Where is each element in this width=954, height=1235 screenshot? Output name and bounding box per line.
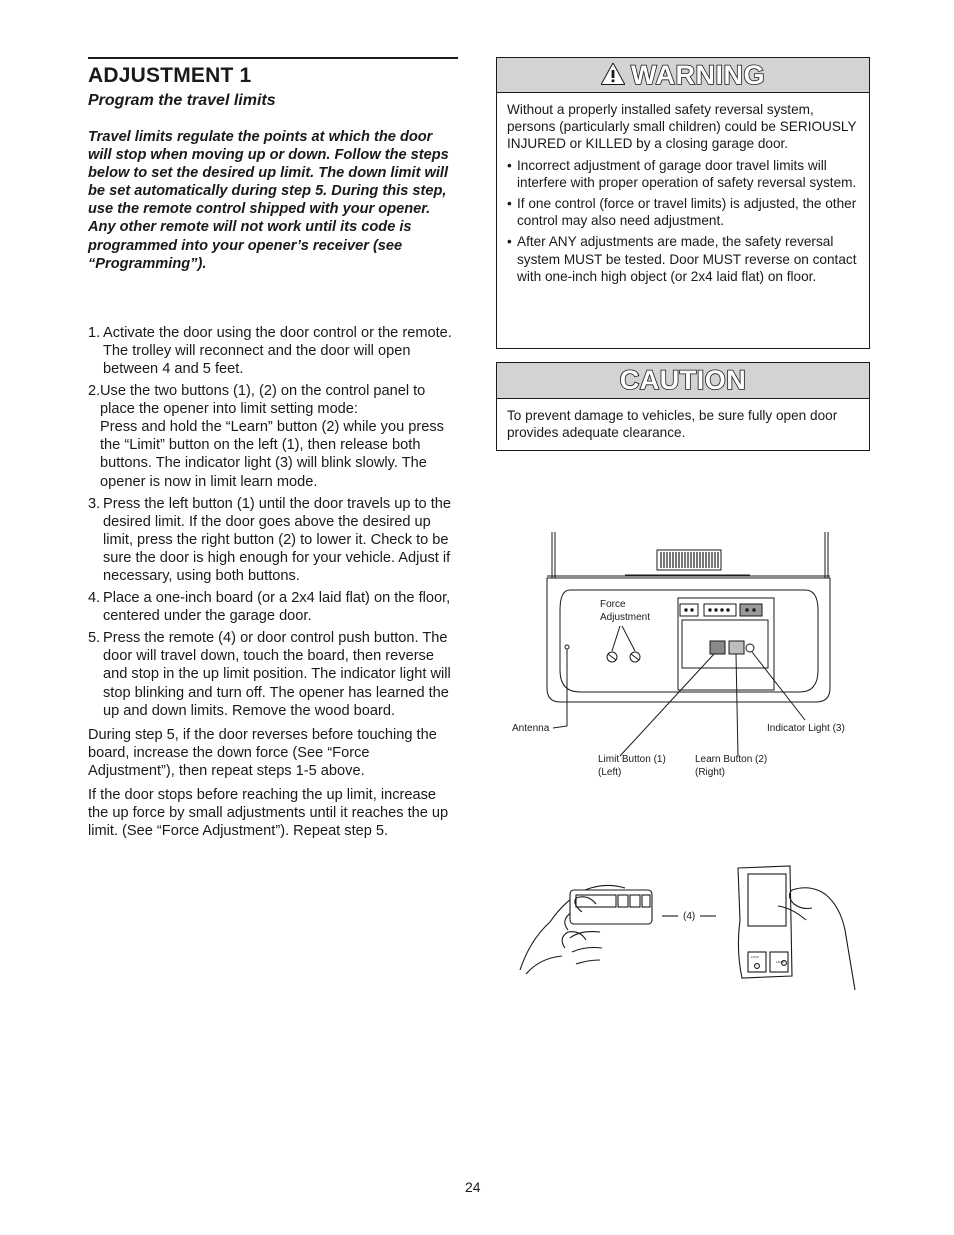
limit-button-label: Limit Button (1) (Left): [598, 754, 666, 778]
warning-intro: Without a properly installed safety reversal system, persons (particularly small children) could be SERIOUSLY INJURED or KILLED by a closing garage door.: [507, 102, 857, 152]
steps-list: [88, 324, 458, 720]
note-paragraph: If the door stops before reaching the up limit, increase the up force by small adjustments until it reaches the up limit. (See “Force Adjustment”). Repeat step 5.: [88, 787, 449, 840]
learn-button-label: Learn Button (2) (Right): [695, 754, 768, 778]
section-subtitle: Program the travel limits: [88, 92, 276, 109]
note-paragraph: During step 5, if the door reverses before touching the board, increase the down force (See “Force Adjustment”), then repeat steps 1-5 above.: [88, 726, 437, 779]
step-text: Press the left button (1) until the door travels up to the desired limit. If the door goes above the desired up limit, press the right button (2) to lower it. Check to be sure the door is high enough for your vehicle. Adjust if necessary, using both buttons.: [103, 495, 452, 584]
section-rule: [88, 57, 458, 59]
step-item: 1. Activate the door using the door control or the remote. The trolley will reconnect and the door will open between 4 and 5 feet.: [88, 324, 452, 377]
warning-bullet: • After ANY adjustments are made, the safety reversal system MUST be tested. Door MUST reverse on contact with one-inch high object (or 2x4 laid flat) on floor.: [507, 233, 859, 285]
warning-heading: WARNING: [631, 60, 765, 90]
left-column: [88, 57, 458, 840]
step-text: Activate the door using the door control or the remote. The trolley will reconnect and the door will open between 4 and 5 feet.: [103, 324, 452, 377]
step-text: Press the remote (4) or door control push button. The door will travel down, touch the board, then reverse and stop in the up limit position. The indicator light will stop blinking and turn off. The opener has learned the up and down limits. Remove the wood board.: [103, 630, 451, 719]
step-text: Use the two buttons (1), (2) on the control panel to place the opener into limit setting mode:: [100, 383, 426, 418]
warning-bullet: • If one control (force or travel limits) is adjusted, the other control may also need adjustment.: [507, 195, 859, 229]
step-item: 3. Press the left button (1) until the door travels up to the desired limit. If the door goes above the desired up limit, press the right button (2) to lower it. Check to be sure the door is high enough for your vehicle. Adjust if necessary, using both buttons.: [88, 495, 452, 584]
learn-button: [729, 641, 744, 654]
limit-button: [710, 641, 725, 654]
caution-text: To prevent damage to vehicles, be sure fully open door provides adequate clearance.: [507, 408, 838, 441]
step-item: 5. Press the remote (4) or door control push button. The door will travel down, touch the board, then reverse and stop in the up limit position. The indicator light will stop blinking and turn off. The opener has learned the up and down limits. Remove the wood board.: [88, 630, 451, 719]
step-item: 4. Place a one-inch board (or a 2x4 laid flat) on the floor, centered under the garage door.: [88, 590, 451, 625]
indicator-light-label: Indicator Light (3): [767, 723, 845, 734]
warning-box: [496, 57, 870, 349]
step-subtext: Press and hold the “Learn” button (2) while you press the “Limit” button on the left (1), then release both buttons. The indicator light (3) will blink slowly. The opener is now in limit learn mode.: [100, 419, 444, 490]
door-control-lock-label: LOCK: [751, 955, 760, 959]
remote-reference-label: (4): [683, 911, 696, 922]
step-text: Place a one-inch board (or a 2x4 laid flat) on the floor, centered under the garage door.: [103, 590, 451, 625]
door-control-light-label: LIGHT: [776, 960, 785, 964]
caution-heading: CAUTION: [619, 365, 747, 395]
warning-bullet: • Incorrect adjustment of garage door travel limits will interfere with proper operation of safety reversal system.: [507, 157, 859, 191]
caution-box: [496, 362, 870, 451]
antenna-label: Antenna: [512, 723, 550, 734]
remote-and-door-control-illustration: [510, 860, 860, 995]
intro-paragraph: Travel limits regulate the points at which the door will stop when moving up or down. Follow the steps below to set the desired up limit. The down limit will be set automatically during step 5. During this step, use the remote control shipped with your opener. Any other remote will not work until its code is programmed into your opener’s receiver (see “Programming”).: [88, 129, 449, 272]
section-title: ADJUSTMENT 1: [88, 64, 252, 87]
opener-panel-illustration: [500, 520, 870, 800]
caution-header: [497, 363, 869, 399]
force-adjustment-label: Force Adjustment: [600, 599, 651, 623]
page-number: 24: [465, 1179, 481, 1195]
step-item: 2. Use the two buttons (1), (2) on the control panel to place the opener into limit setting mode: Press and hold the “Learn” button (2) while you press the “Limit” button on the left (1), then release both buttons. The indicator light (3) will blink slowly. The opener is now in limit learn mode.: [88, 382, 458, 491]
warning-triangle-icon: [601, 63, 625, 85]
warning-header: [497, 58, 869, 93]
indicator-light: [746, 644, 754, 652]
